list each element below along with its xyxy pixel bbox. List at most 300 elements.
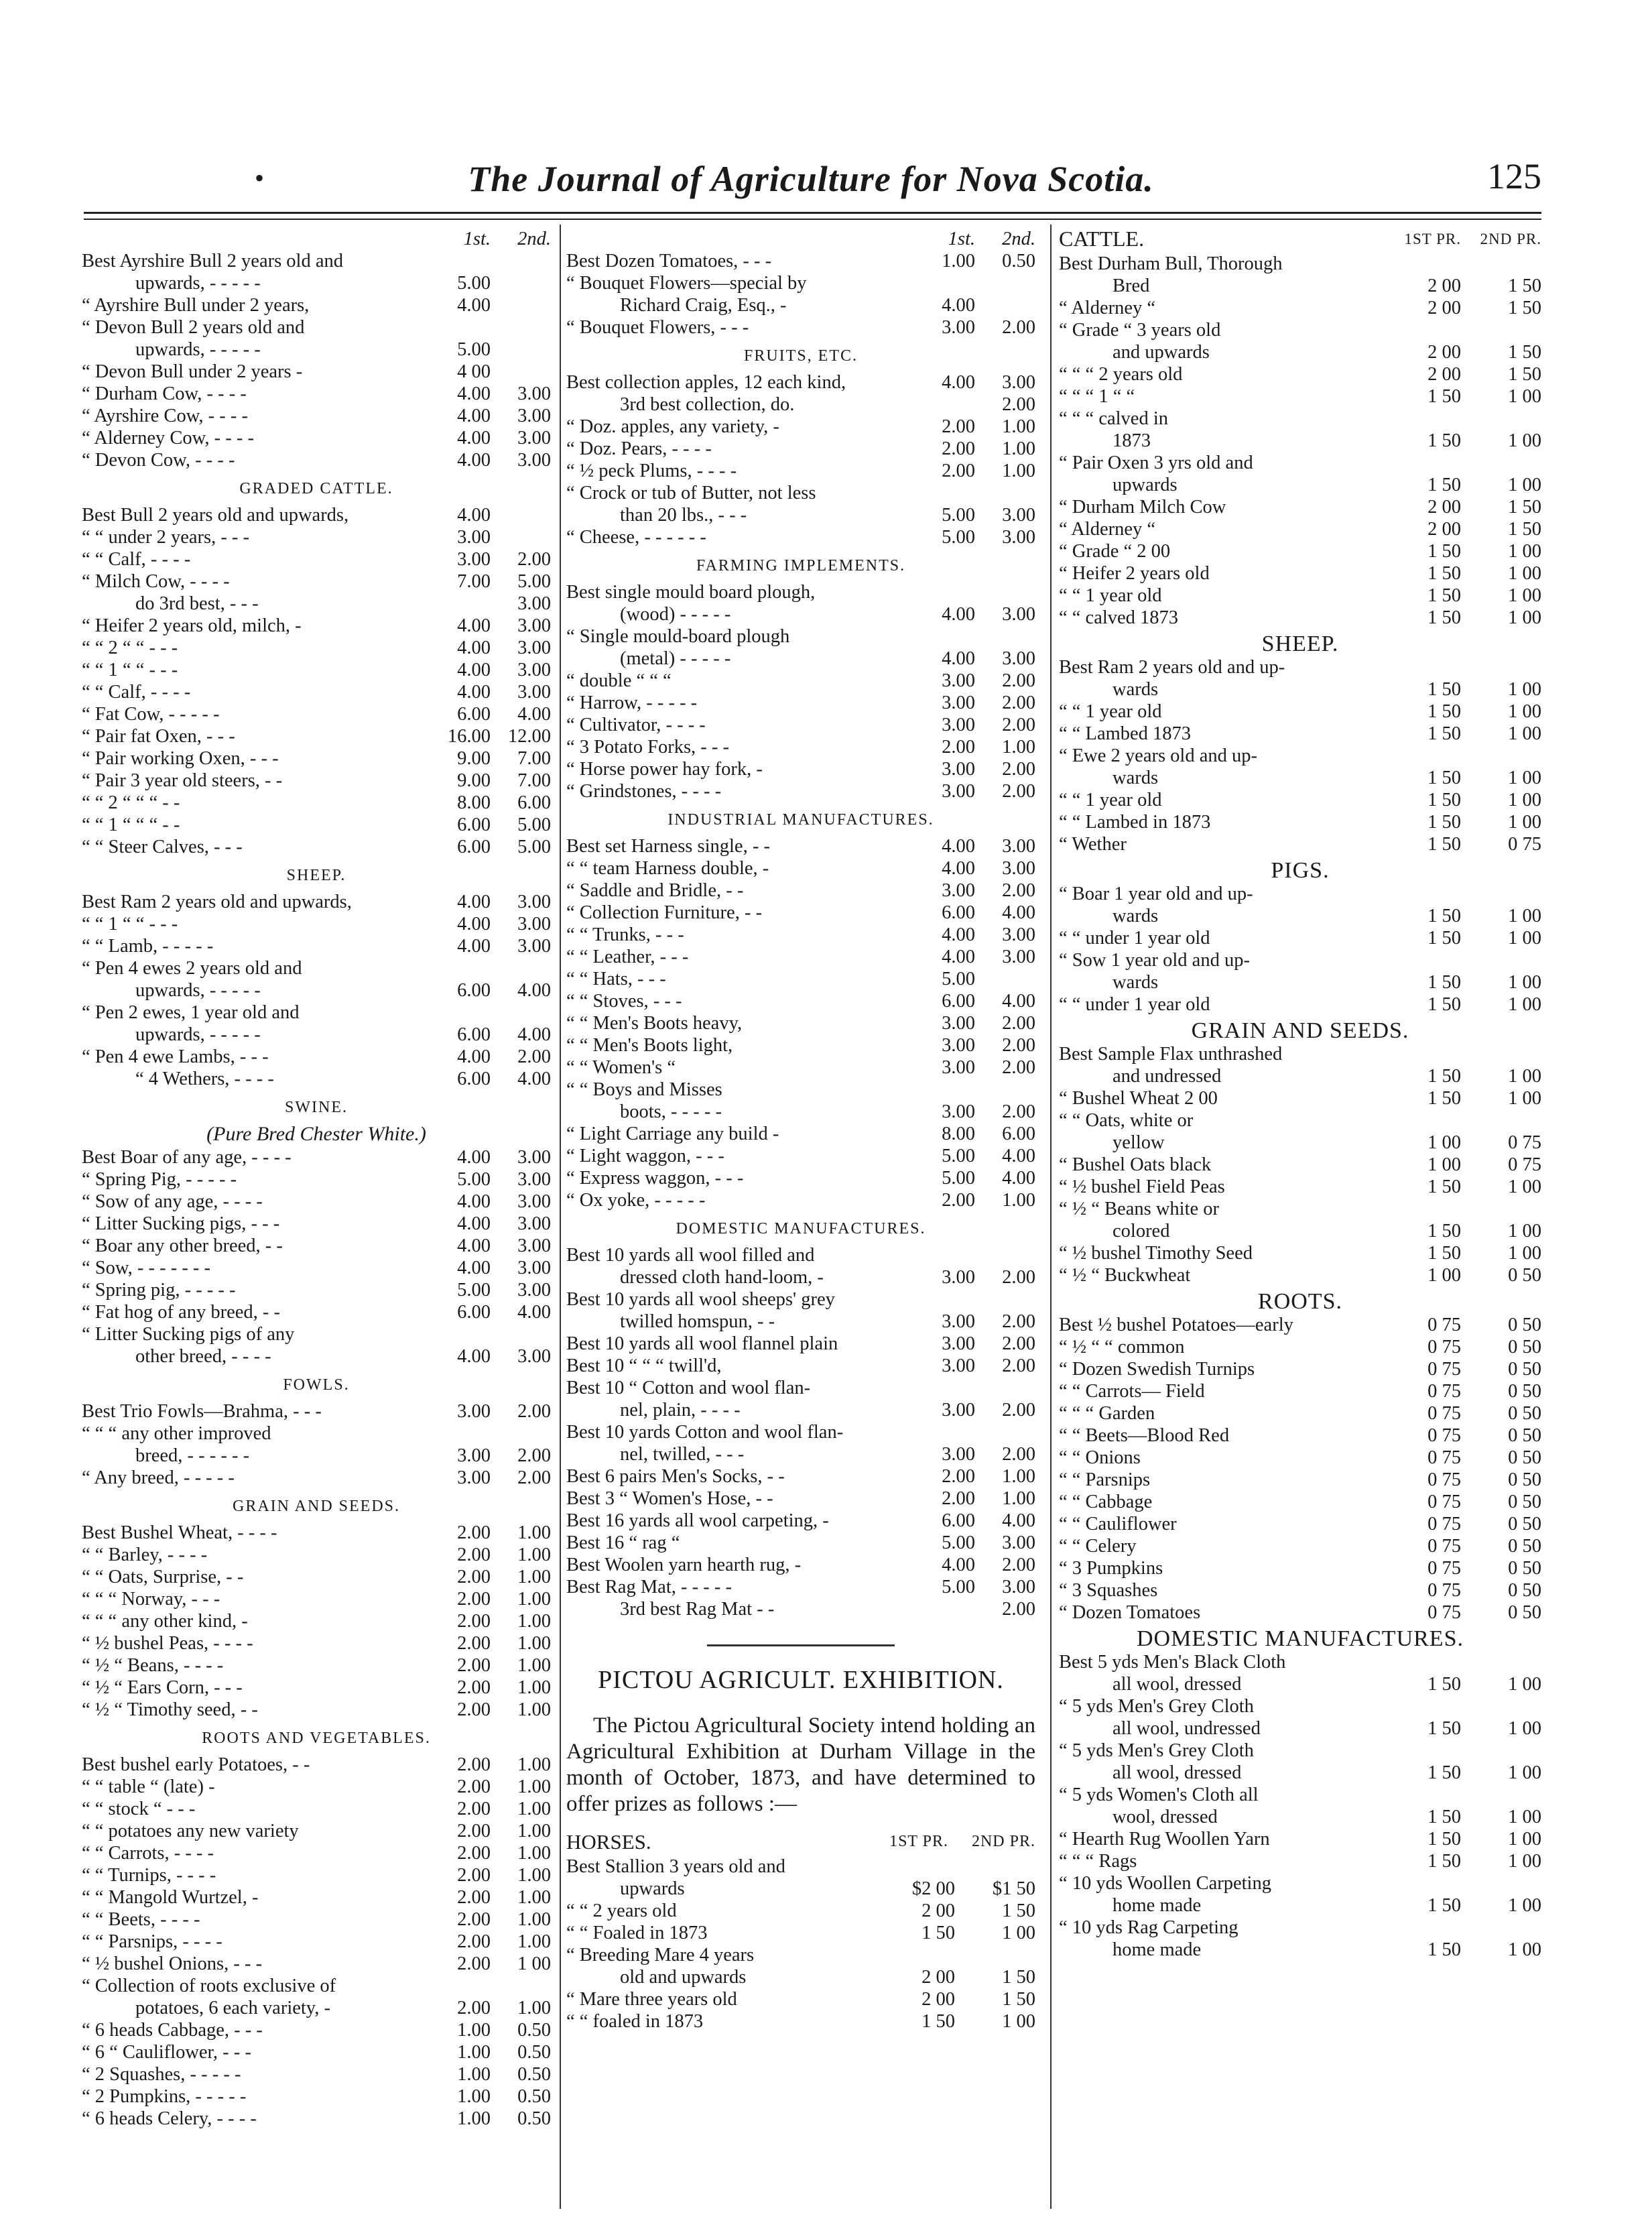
prize-label: “ Collection of roots exclusive of	[82, 1976, 336, 1996]
prize-label: “ Spring pig, - - - - -	[82, 1280, 236, 1300]
prize-label: “ “ 1 “ “ - - -	[82, 914, 178, 934]
first-prize-value: 1 50	[1427, 790, 1461, 810]
first-prize-value: 2.00	[942, 1488, 975, 1509]
prize-label: “ Saddle and Bridle, - -	[566, 880, 744, 901]
first-prize-value: 2.00	[457, 1655, 491, 1676]
prize-label: yellow	[1113, 1132, 1165, 1153]
prize-label: upwards, - - - - -	[135, 980, 261, 1001]
first-prize-value: 1 50	[1427, 1221, 1461, 1242]
second-prize-value: 0 50	[1508, 1469, 1541, 1490]
second-prize-value: 1 00	[1508, 1895, 1541, 1916]
second-prize-value: 5.00	[517, 571, 551, 592]
second-prize-value: 5.00	[517, 814, 551, 835]
first-prize-value: 3.00	[942, 1333, 975, 1354]
prize-row	[82, 1953, 551, 1975]
prize-label: “ “ Cabbage	[1059, 1492, 1153, 1512]
second-prize-value: 2.00	[1002, 317, 1035, 338]
first-prize-value: 1 50	[1427, 679, 1461, 700]
second-prize-value: 1.00	[517, 1633, 551, 1654]
prize-row	[82, 1002, 551, 1024]
prize-label: wards	[1113, 768, 1159, 788]
prize-row	[1059, 253, 1541, 275]
prize-label: “ 3 Potato Forks, - - -	[566, 737, 730, 758]
prize-label: “ 6 heads Cabbage, - - -	[82, 2020, 263, 2041]
prize-label: “ Horse power hay fork, -	[566, 759, 763, 780]
page-header	[80, 154, 1541, 201]
first-prize-value: 6.00	[942, 1510, 975, 1531]
second-prize-value: 3.00	[517, 1213, 551, 1234]
prize-label: Best Boar of any age, - - - -	[82, 1147, 292, 1168]
prize-label: wards	[1113, 906, 1159, 926]
second-prize-value: 4.00	[517, 1069, 551, 1089]
prize-label: “ Boar 1 year old and up-	[1059, 884, 1253, 904]
prize-label: “ Spring Pig, - - - - -	[82, 1169, 237, 1190]
second-prize-value: 3.00	[517, 1280, 551, 1300]
prize-row	[1059, 1314, 1541, 1336]
prize-row	[566, 880, 1035, 902]
first-prize-value: 4.00	[457, 1213, 491, 1234]
prize-label: Best ½ bushel Potatoes—early	[1059, 1315, 1293, 1335]
second-prize-value: 2.00	[1002, 670, 1035, 691]
prize-row	[1059, 1447, 1541, 1469]
prize-label: “ Dozen Tomatoes	[1059, 1602, 1201, 1623]
first-prize-value: 1 50	[1427, 1674, 1461, 1695]
prize-label: “ ½ “ Buckwheat	[1059, 1265, 1191, 1286]
prize-row	[82, 935, 551, 957]
prize-row	[1059, 1651, 1541, 1673]
prize-label: “ “ team Harness double, -	[566, 858, 769, 879]
prize-row	[82, 1997, 551, 2019]
first-prize-value: 5.00	[457, 273, 491, 294]
first-prize-value: 0 75	[1427, 1514, 1461, 1534]
prize-row	[1059, 1043, 1541, 1065]
first-prize-value: 3.00	[942, 1101, 975, 1122]
prize-row	[566, 1421, 1035, 1443]
second-prize-value: 2.00	[517, 1401, 551, 1422]
first-prize-value: 3.00	[942, 1355, 975, 1376]
cattle-header-row	[1059, 228, 1541, 250]
prize-label: “ Mare three years old	[566, 1989, 737, 2010]
first-prize-value: 1.00	[942, 251, 975, 271]
first-prize-value: 3.00	[457, 527, 491, 548]
prize-row	[82, 1864, 551, 1886]
second-prize-value: 1.00	[517, 1931, 551, 1952]
prize-label: “ Devon Bull under 2 years -	[82, 361, 303, 382]
second-prize-value: 0 50	[1508, 1514, 1541, 1534]
first-prize-value: 1 50	[1427, 834, 1461, 855]
first-prize-value: 4.00	[457, 1046, 491, 1067]
prize-label: colored	[1113, 1221, 1170, 1242]
first-prize-value: 1 50	[1427, 972, 1461, 993]
prize-row	[566, 1189, 1035, 1211]
second-prize-value: 3.00	[517, 1191, 551, 1212]
first-prize-value: 1 50	[1427, 812, 1461, 833]
prize-label: “ Hearth Rug Woollen Yarn	[1059, 1829, 1270, 1850]
first-prize-value: 1 50	[1427, 1762, 1461, 1783]
prize-label: “ 2 Squashes, - - - - -	[82, 2064, 241, 2085]
first-prize-value: 6.00	[457, 837, 491, 857]
prize-label: “ “ calved 1873	[1059, 607, 1179, 628]
prize-label: Best 10 yards all wool sheeps' grey	[566, 1289, 835, 1310]
prize-label: “ “ potatoes any new variety	[82, 1821, 299, 1841]
prize-row	[1059, 496, 1541, 518]
prize-row	[82, 1886, 551, 1909]
prize-row	[566, 1878, 1035, 1900]
prize-label: (metal) - - - - -	[620, 648, 731, 669]
second-prize-value: 3.00	[517, 914, 551, 934]
first-prize-value: 4.00	[457, 892, 491, 912]
first-prize-value: 2.00	[457, 1567, 491, 1587]
prize-label: “ 6 “ Cauliflower, - - -	[82, 2042, 251, 2063]
prize-label: “ 5 yds Women's Cloth all	[1059, 1784, 1259, 1805]
column-right	[1059, 228, 1541, 2212]
first-prize-value: 4.00	[942, 947, 975, 967]
first-prize-value: 1.00	[457, 2086, 491, 2107]
first-prize-value: 3.00	[942, 781, 975, 802]
prize-row	[82, 891, 551, 913]
first-prize-value: 0 75	[1427, 1403, 1461, 1424]
first-prize-value: 3.00	[942, 670, 975, 691]
prize-row	[1059, 993, 1541, 1016]
second-prize-value: 1.00	[1002, 461, 1035, 481]
prize-label: “ “ Parsnips, - - - -	[82, 1931, 223, 1952]
section-heading: GRADED CATTLE.	[239, 480, 393, 497]
prize-row	[82, 1445, 551, 1467]
prize-label: “ Boar any other breed, - -	[82, 1235, 283, 1256]
second-prize-value: 0 50	[1508, 1602, 1541, 1623]
second-prize-value: 1 00	[1508, 1829, 1541, 1850]
prize-row	[566, 990, 1035, 1012]
prize-label: Richard Craig, Esq., -	[620, 295, 787, 316]
second-prize-value: 3.00	[517, 1147, 551, 1168]
prize-label: “ Pen 2 ewes, 1 year old and	[82, 1002, 300, 1023]
section-heading: ROOTS AND VEGETABLES.	[202, 1730, 431, 1747]
middle-prize-list	[566, 228, 1035, 1620]
prize-row	[566, 736, 1035, 758]
first-prize-heading: 1ST PR.	[1404, 231, 1461, 247]
prize-row	[1059, 767, 1541, 789]
second-prize-value: 1 00	[1508, 475, 1541, 495]
first-prize-value: 3.00	[942, 1057, 975, 1078]
prize-row	[82, 836, 551, 858]
first-prize-value: 1.00	[457, 2020, 491, 2041]
first-prize-value: 2.00	[457, 1865, 491, 1886]
second-prize-value: 1.00	[517, 1589, 551, 1610]
prize-label: “ Light waggon, - - -	[566, 1146, 724, 1166]
exhibition-paragraph: The Pictou Agricultural Society intend holding an Agricultural Exhibition at Durham Village in the month of October, 1873, and have determined to offer prizes as follows :—	[566, 1713, 1035, 1816]
prize-label: “ Alderney Cow, - - - -	[82, 428, 254, 448]
prize-label: “ Ox yoke, - - - - -	[566, 1190, 706, 1211]
second-prize-value: 3.00	[517, 1258, 551, 1278]
section-heading: GRAIN AND SEEDS.	[1191, 1018, 1409, 1043]
second-prize-value: 1 50	[1508, 342, 1541, 363]
prize-label: “ “ 2 “ “ “ - -	[82, 792, 180, 813]
second-prize-value: 0 50	[1508, 1359, 1541, 1380]
prize-label: “ “ 1 year old	[1059, 585, 1162, 606]
prize-row	[566, 780, 1035, 802]
prize-row	[1059, 1850, 1541, 1872]
second-prize-value: 1.00	[517, 1865, 551, 1886]
second-prize-value: 0.50	[517, 2020, 551, 2041]
column-header-row	[566, 228, 1035, 250]
prize-label: breed, - - - - - -	[135, 1445, 250, 1466]
prize-label: “ ½ “ Timothy seed, - -	[82, 1699, 258, 1720]
prize-row	[1059, 1673, 1541, 1695]
first-prize-value: 4.00	[457, 1191, 491, 1212]
prize-label: “ “ “ Garden	[1059, 1403, 1155, 1424]
first-prize-heading: 1st.	[948, 229, 975, 249]
prize-label: wool, dressed	[1113, 1807, 1218, 1827]
first-prize-value: 4.00	[942, 295, 975, 316]
second-prize-value: 2.00	[1002, 1400, 1035, 1420]
prize-label: “ “ Hats, - - -	[566, 969, 666, 989]
prize-label: “ Sow 1 year old and up-	[1059, 950, 1250, 971]
prize-row	[82, 681, 551, 703]
prize-row	[1059, 474, 1541, 496]
prize-label: potatoes, 6 each variety, -	[135, 1998, 330, 2018]
prize-row	[1059, 1402, 1541, 1425]
first-prize-value: 6.00	[457, 1024, 491, 1045]
first-prize-value: 2.00	[942, 416, 975, 437]
second-prize-value: 3.00	[517, 593, 551, 614]
prize-row	[566, 968, 1035, 990]
prize-label: “ Pair fat Oxen, - - -	[82, 726, 235, 747]
second-prize-value: 0.50	[517, 2064, 551, 2085]
prize-row	[1059, 1336, 1541, 1358]
second-prize-value: 1.00	[517, 1799, 551, 1819]
first-prize-value: 1 50	[1427, 1088, 1461, 1109]
prize-row	[566, 1443, 1035, 1465]
prize-label: “ “ “ calved in	[1059, 408, 1168, 429]
prize-row	[566, 1266, 1035, 1288]
second-prize-value: 3.00	[1002, 372, 1035, 393]
prize-row	[82, 637, 551, 659]
first-prize-value: 2.00	[457, 1677, 491, 1698]
second-prize-value: 2.00	[1002, 394, 1035, 415]
second-prize-value: 1.00	[517, 1887, 551, 1908]
second-prize-value: 2.00	[1002, 1311, 1035, 1332]
second-prize-value: 3.00	[1002, 527, 1035, 548]
first-prize-value: 5.00	[942, 505, 975, 526]
second-prize-value: 1 00	[1508, 541, 1541, 562]
first-prize-value: 1 50	[1427, 928, 1461, 949]
second-prize-value: 1.00	[1002, 1190, 1035, 1211]
prize-label: all wool, dressed	[1113, 1674, 1242, 1695]
second-prize-value: 0 50	[1508, 1403, 1541, 1424]
prize-row	[82, 957, 551, 979]
second-prize-value: 3.00	[517, 428, 551, 448]
first-prize-value: 3.00	[942, 1035, 975, 1056]
prize-label: home made	[1113, 1895, 1202, 1916]
prize-label: “ 2 Pumpkins, - - - - -	[82, 2086, 247, 2107]
second-prize-value: 1 00	[1508, 768, 1541, 788]
prize-row	[566, 526, 1035, 548]
second-prize-value: 4.00	[1002, 1168, 1035, 1189]
first-prize-value: 2.00	[457, 1953, 491, 1974]
second-prize-value: 0 50	[1508, 1536, 1541, 1557]
prize-label: “ Grindstones, - - - -	[566, 781, 722, 802]
prize-row	[82, 2019, 551, 2041]
first-prize-value: 1 00	[1427, 1154, 1461, 1175]
first-prize-value: 8.00	[942, 1124, 975, 1144]
prize-row	[82, 383, 551, 405]
prize-row	[82, 1798, 551, 1820]
second-prize-value: 1 00	[1508, 1718, 1541, 1739]
second-prize-value: 3.00	[1002, 836, 1035, 857]
prize-row	[566, 1145, 1035, 1167]
prize-label: “ ½ bushel Peas, - - - -	[82, 1633, 253, 1654]
second-prize-value: 3.00	[517, 936, 551, 957]
prize-row	[1059, 971, 1541, 993]
prize-row	[566, 1488, 1035, 1510]
prize-label: “ Sow, - - - - - - -	[82, 1258, 211, 1278]
first-prize-value: 3.00	[942, 1267, 975, 1288]
header-rule-bottom	[84, 219, 1541, 220]
section-heading: FOWLS.	[283, 1376, 350, 1394]
first-prize-value: 0 75	[1427, 1337, 1461, 1357]
second-prize-value: 4.00	[1002, 991, 1035, 1012]
second-prize-value: 0 50	[1508, 1580, 1541, 1601]
second-prize-value: 4.00	[1002, 1510, 1035, 1531]
second-prize-value: 2.00	[1002, 1035, 1035, 1056]
prize-row	[1059, 1109, 1541, 1132]
first-prize-value: 2.00	[457, 1909, 491, 1930]
prize-row	[566, 924, 1035, 946]
second-prize-value: 3.00	[1002, 924, 1035, 945]
column-header-spacer	[82, 228, 424, 250]
second-prize-value: 1 00	[1508, 679, 1541, 700]
first-prize-value: 9.00	[457, 748, 491, 769]
horses-title: HORSES.	[566, 1830, 651, 1854]
prize-row	[82, 1566, 551, 1588]
prize-row	[1059, 518, 1541, 540]
first-prize-value: 1 50	[1427, 1718, 1461, 1739]
first-prize-value: 1 50	[1427, 1939, 1461, 1960]
prize-row	[566, 316, 1035, 339]
first-prize-value: 4.00	[457, 682, 491, 703]
prize-label: “ “ Men's Boots light,	[566, 1035, 733, 1056]
prize-label: “ Grade “ 3 years old	[1059, 320, 1221, 341]
prize-label: “ “ Onions	[1059, 1447, 1141, 1468]
prize-label: “ 10 yds Rag Carpeting	[1059, 1917, 1238, 1938]
first-prize-heading: 1ST PR.	[889, 1833, 948, 1850]
prize-row	[566, 902, 1035, 924]
prize-row	[566, 714, 1035, 736]
prize-label: “ “ Lambed 1873	[1059, 723, 1192, 744]
prize-row	[566, 692, 1035, 714]
second-prize-value: 1 00	[1508, 723, 1541, 744]
prize-row	[566, 1311, 1035, 1333]
prize-label: wards	[1113, 679, 1159, 700]
prize-label: “ double “ “ “	[566, 670, 672, 691]
prize-label: “ “ table “ (late) -	[82, 1776, 215, 1797]
prize-label: “ “ Oats, Surprise, - -	[82, 1567, 244, 1587]
prize-label: “ Light Carriage any build -	[566, 1124, 779, 1144]
first-prize-value: $2 00	[911, 1878, 955, 1899]
second-prize-value: 2.00	[517, 549, 551, 570]
section-heading: GRAIN AND SEEDS.	[232, 1498, 400, 1515]
prize-row	[82, 659, 551, 681]
prize-row	[1059, 1154, 1541, 1176]
prize-row	[82, 1909, 551, 1931]
second-prize-value: 1.00	[517, 1754, 551, 1775]
section-divider	[707, 1644, 895, 1646]
first-prize-value: 4.00	[457, 914, 491, 934]
prize-row	[1059, 319, 1541, 341]
prize-label: other breed, - - - -	[135, 1346, 271, 1367]
prize-label: “ Durham Cow, - - - -	[82, 383, 247, 404]
prize-label: “ “ “ 2 years old	[1059, 364, 1183, 385]
first-prize-value: 0 75	[1427, 1602, 1461, 1623]
first-prize-value: 1 50	[1427, 585, 1461, 606]
prize-label: “ Single mould-board plough	[566, 626, 790, 647]
first-prize-value: 6.00	[457, 1069, 491, 1089]
second-prize-value: 0 50	[1508, 1492, 1541, 1512]
first-prize-value: 5.00	[457, 1280, 491, 1300]
prize-row	[82, 747, 551, 770]
second-prize-value: 0 50	[1508, 1558, 1541, 1579]
first-prize-value: 1 50	[1427, 1243, 1461, 1264]
prize-label: “ Wether	[1059, 834, 1127, 855]
prize-row	[82, 1820, 551, 1842]
second-prize-value: 1 50	[1508, 519, 1541, 540]
prize-label: “ Sow of any age, - - - -	[82, 1191, 263, 1212]
prize-row	[566, 581, 1035, 603]
second-prize-value: 2.00	[1002, 1555, 1035, 1575]
prize-label: “ Devon Bull 2 years old and	[82, 317, 305, 338]
first-prize-value: 1 50	[1427, 430, 1461, 451]
prize-label: “ “ Beets—Blood Red	[1059, 1425, 1230, 1446]
prize-label: “ “ Turnips, - - - -	[82, 1865, 216, 1886]
prize-row	[566, 1922, 1035, 1944]
first-prize-value: 0 75	[1427, 1580, 1461, 1601]
second-prize-value: 3.00	[517, 383, 551, 404]
prize-row	[1059, 1740, 1541, 1762]
first-prize-heading: 1st.	[463, 229, 491, 249]
prize-row	[566, 2010, 1035, 2033]
prize-row	[1059, 1469, 1541, 1491]
column-divider-2	[1050, 225, 1052, 2209]
prize-row	[1059, 1425, 1541, 1447]
prize-row	[566, 835, 1035, 857]
prize-row	[82, 2085, 551, 2108]
prize-row	[1059, 1176, 1541, 1198]
prize-label: “ Heifer 2 years old	[1059, 563, 1210, 584]
prize-row	[1059, 1198, 1541, 1220]
prize-label: “ 5 yds Men's Grey Cloth	[1059, 1696, 1254, 1717]
prize-label: “ Cheese, - - - - - -	[566, 527, 706, 548]
first-prize-value: 0 75	[1427, 1536, 1461, 1557]
prize-row	[566, 648, 1035, 670]
prize-label: “ “ Oats, white or	[1059, 1110, 1194, 1131]
second-prize-value: 1.00	[517, 1998, 551, 2018]
first-prize-value: 4.00	[942, 836, 975, 857]
first-prize-value: 4.00	[942, 648, 975, 669]
first-prize-value: 6.00	[457, 704, 491, 725]
prize-row	[566, 603, 1035, 625]
prize-label: “ Milch Cow, - - - -	[82, 571, 230, 592]
prize-label: and upwards	[1113, 342, 1210, 363]
prize-label: 3rd best collection, do.	[620, 394, 795, 415]
prize-row	[82, 1544, 551, 1566]
prize-label: “ Grade “ 2 00	[1059, 541, 1171, 562]
first-prize-value: 1 50	[1427, 1807, 1461, 1827]
prize-label: “ “ Boys and Misses	[566, 1079, 722, 1100]
second-prize-value: 1 00	[1508, 928, 1541, 949]
first-prize-value: 1 50	[1427, 1829, 1461, 1850]
section-heading: SHEEP.	[1261, 631, 1339, 656]
prize-row	[82, 361, 551, 383]
